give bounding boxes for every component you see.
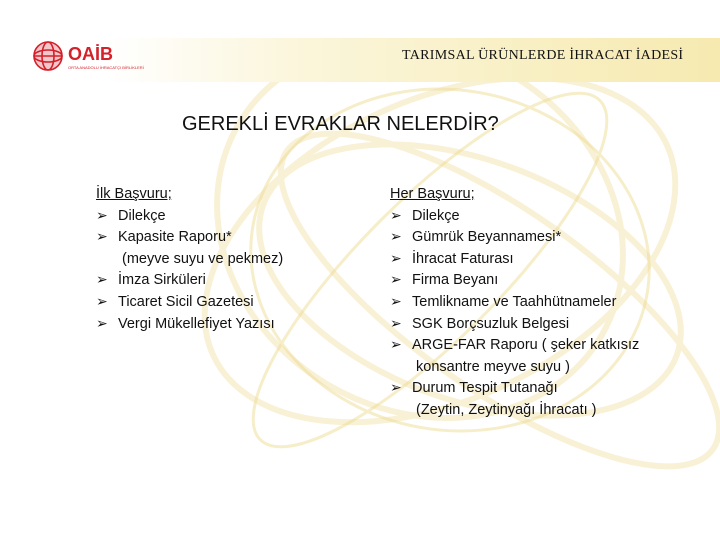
arrow-bullet-icon: ➢ xyxy=(390,293,402,310)
arrow-bullet-icon: ➢ xyxy=(390,315,402,332)
arrow-bullet-icon: ➢ xyxy=(390,380,402,397)
list-item: ➢ Vergi Mükellefiyet Yazısı xyxy=(96,314,326,336)
list-item: ➢ Dilekçe xyxy=(96,206,326,228)
arrow-bullet-icon: ➢ xyxy=(96,315,108,332)
list-item: ➢ Durum Tespit Tutanağı xyxy=(390,378,690,400)
arrow-bullet-icon: ➢ xyxy=(390,337,402,354)
list-item: ➢ İhracat Faturası xyxy=(390,249,690,271)
arrow-bullet-icon: ➢ xyxy=(390,250,402,267)
list-item: ➢ Ticaret Sicil Gazetesi xyxy=(96,292,326,314)
oaib-logo xyxy=(28,34,158,86)
list-item: ➢ SGK Borçsuzluk Belgesi xyxy=(390,314,690,336)
logo-subtext: ORTA ANADOLU İHRACATÇI BİRLİKLERİ xyxy=(68,65,144,70)
list-item: ➢ Temlikname ve Taahhütnameler xyxy=(390,292,690,314)
arrow-bullet-icon: ➢ xyxy=(390,207,402,224)
list-item-continuation: konsantre meyve suyu ) xyxy=(416,358,570,375)
list-item: ➢ Dilekçe xyxy=(390,206,690,228)
arrow-bullet-icon: ➢ xyxy=(96,272,108,289)
left-column xyxy=(96,184,326,335)
left-column-title: İlk Başvuru; xyxy=(96,186,172,202)
arrow-bullet-icon: ➢ xyxy=(96,293,108,310)
list-item: ➢ ARGE-FAR Raporu ( şeker katkısız xyxy=(390,335,690,357)
list-item: ➢ Firma Beyanı xyxy=(390,270,690,292)
arrow-bullet-icon: ➢ xyxy=(96,207,108,224)
list-item-continuation: (Zeytin, Zeytinyağı İhracatı ) xyxy=(416,401,597,418)
list-item: ➢ Gümrük Beyannamesi* xyxy=(390,227,690,249)
logo-text: OAİB xyxy=(68,44,113,64)
slide-title: TARIMSAL ÜRÜNLERDE İHRACAT İADESİ xyxy=(402,48,684,63)
arrow-bullet-icon: ➢ xyxy=(390,272,402,289)
right-column-title: Her Başvuru; xyxy=(390,186,475,202)
list-item-continuation: (meyve suyu ve pekmez) xyxy=(122,250,284,267)
list-item: ➢ İmza Sirküleri xyxy=(96,270,326,292)
list-item: ➢ Kapasite Raporu* xyxy=(96,227,326,249)
right-column xyxy=(390,184,690,422)
section-heading: GEREKLİ EVRAKLAR NELERDİR? xyxy=(182,113,499,135)
arrow-bullet-icon: ➢ xyxy=(390,229,402,246)
arrow-bullet-icon: ➢ xyxy=(96,229,108,246)
